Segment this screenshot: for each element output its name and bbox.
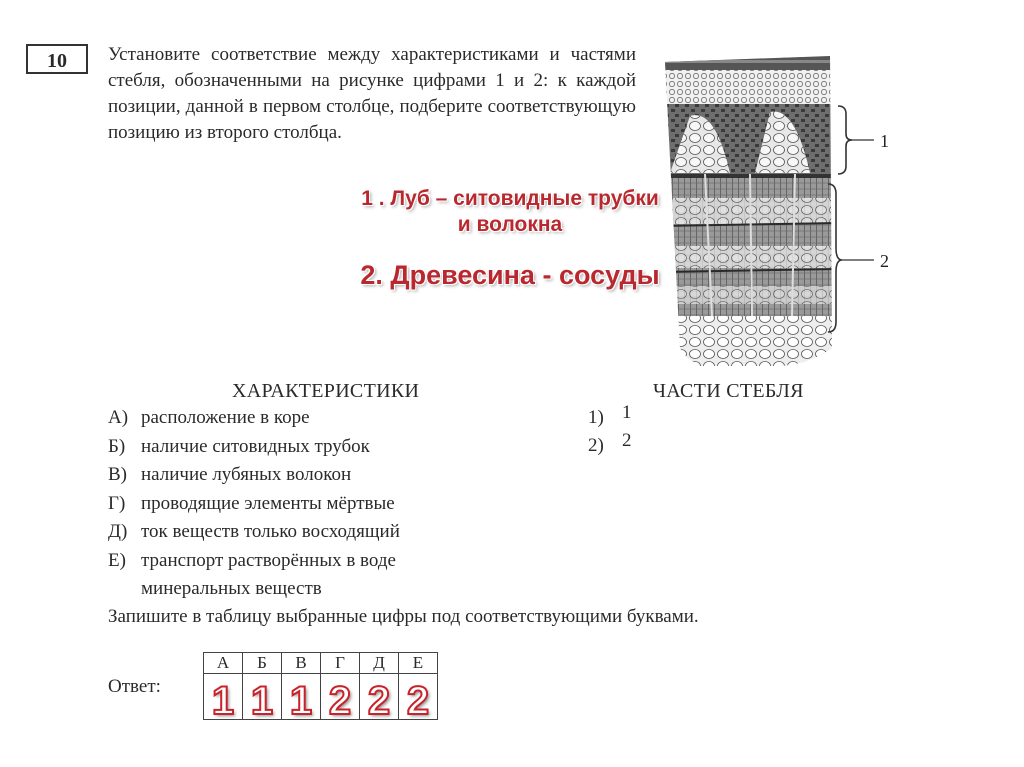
list-item: Б) наличие ситовидных трубок (108, 435, 370, 457)
answer-letter-e: Е (399, 653, 438, 674)
list-item: А) расположение в коре (108, 407, 310, 428)
answer-letter-d: Д (360, 653, 399, 674)
list-item: В) наличие лубяных волокон (108, 464, 352, 485)
answer-cell-a[interactable]: 1 (204, 674, 243, 720)
list-item: 1) 1 (588, 402, 632, 428)
overlay-answer-bast: 1 . Луб – ситовидные трубки и волокна (361, 187, 659, 236)
answer-cell-e[interactable]: 2 (399, 674, 438, 720)
answer-letter-g: Г (321, 653, 360, 674)
list-item: Е) транспорт растворённых в воде минеральных веществ (108, 549, 396, 599)
answer-table (203, 652, 438, 723)
answer-cell-v[interactable]: 1 (282, 674, 321, 720)
stem-parts-list (588, 404, 632, 460)
answer-letter-b: Б (243, 653, 282, 674)
stem-parts-header: ЧАСТИ СТЕБЛЯ (653, 380, 804, 402)
answer-cell-d[interactable]: 2 (360, 674, 399, 720)
list-item: 2) 2 (588, 430, 632, 456)
overlay-answer-wood: 2. Древесина - сосуды (360, 260, 660, 290)
figure-label-2: 2 (880, 251, 889, 271)
answer-label: Ответ: (108, 676, 161, 697)
instruction-text: Запишите в таблицу выбранные цифры под соответствующими буквами. (108, 606, 699, 627)
answer-letter-v: В (282, 653, 321, 674)
figure-label-1: 1 (880, 131, 889, 151)
question-number: 10 (26, 44, 88, 74)
answer-cell-b[interactable]: 1 (243, 674, 282, 720)
characteristics-list (108, 404, 481, 604)
list-item: Г) проводящие элементы мёртвые (108, 492, 395, 514)
characteristics-header: ХАРАКТЕРИСТИКИ (232, 380, 420, 402)
stem-cross-section-figure (660, 48, 900, 378)
list-item: Д) ток веществ только восходящий (108, 521, 400, 542)
answer-cell-g[interactable]: 2 (321, 674, 360, 720)
task-text: Установите соответствие между характеристиками и частями стебля, обозначенными на рисунке цифрами 1 и 2: к каждой позиции, данной в первом столбце, подберите соответствующую позицию из второго столбца. (108, 44, 636, 143)
answer-letter-a: А (204, 653, 243, 674)
